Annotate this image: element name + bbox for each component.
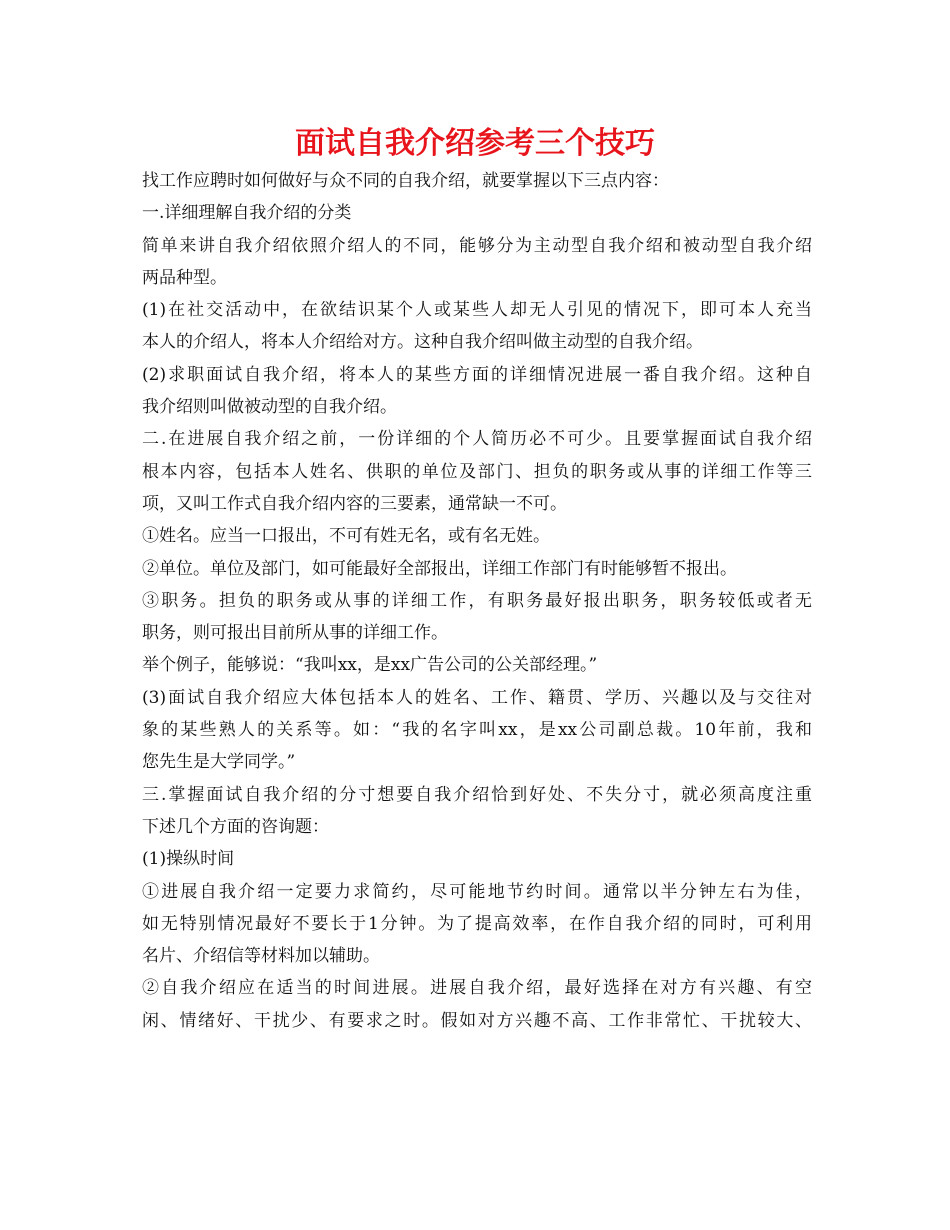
body-line: 项，又叫工作式自我介绍内容的三要素，通常缺一不可。 bbox=[142, 493, 567, 514]
list-item: ③职务。担负的职务或从事的详细工作，有职务最好报出职务，职务较低或者无 bbox=[142, 590, 812, 611]
body-line: 如无特别情况最好不要长于1分钟。为了提高效率，在作自我介绍的同时，可利用 bbox=[142, 913, 812, 934]
body-line: 根本内容，包括本人姓名、供职的单位及部门、担负的职务或从事的详细工作等三 bbox=[142, 461, 812, 482]
list-item: ①姓名。应当一口报出，不可有姓无名，或有名无姓。 bbox=[142, 526, 550, 547]
body-line: 闲、情绪好、干扰少、有要求之时。假如对方兴趣不高、工作非常忙、干扰较大、 bbox=[142, 1010, 812, 1031]
body-line: 简单来讲自我介绍依照介绍人的不同，能够分为主动型自我介绍和被动型自我介绍 bbox=[142, 235, 812, 256]
body-line: 本人的介绍人，将本人介绍给对方。这种自我介绍叫做主动型的自我介绍。 bbox=[142, 332, 703, 353]
list-item: ②自我介绍应在适当的时间进展。进展自我介绍，最好选择在对方有兴趣、有空 bbox=[142, 978, 812, 999]
body-line: 我介绍则叫做被动型的自我介绍。 bbox=[142, 397, 397, 418]
document-body bbox=[142, 165, 812, 1037]
section-heading: 二.在进展自我介绍之前，一份详细的个人简历必不可少。且要掌握面试自我介绍 bbox=[142, 429, 812, 450]
list-item: ①进展自我介绍一定要力求简约，尽可能地节约时间。通常以半分钟左右为佳， bbox=[142, 881, 812, 902]
subsection-heading: (1)操纵时间 bbox=[142, 849, 235, 870]
body-line: (3)面试自我介绍应大体包括本人的姓名、工作、籍贯、学历、兴趣以及与交往对 bbox=[142, 687, 812, 708]
body-line: (2)求职面试自我介绍，将本人的某些方面的详细情况进展一番自我介绍。这种自 bbox=[142, 364, 812, 385]
body-line: 象的某些熟人的关系等。如：“我的名字叫xx，是xx公司副总裁。10年前，我和 bbox=[142, 720, 812, 741]
list-item: ②单位。单位及部门，如可能最好全部报出，详细工作部门有时能够暂不报出。 bbox=[142, 558, 737, 579]
body-line: 名片、介绍信等材料加以辅助。 bbox=[142, 946, 380, 967]
body-line: 下述几个方面的咨询题： bbox=[142, 816, 329, 837]
body-line: 找工作应聘时如何做好与众不同的自我介绍，就要掌握以下三点内容： bbox=[142, 171, 669, 191]
body-line: 职务，则可报出目前所从事的详细工作。 bbox=[142, 623, 448, 644]
document-title: 面试自我介绍参考三个技巧 bbox=[295, 126, 655, 161]
section-heading: 三.掌握面试自我介绍的分寸想要自我介绍恰到好处、不失分寸，就必须高度注重 bbox=[142, 784, 812, 805]
body-line: 您先生是大学同学。” bbox=[142, 752, 296, 773]
body-line: (1)在社交活动中，在欲结识某个人或某些人却无人引见的情况下，即可本人充当 bbox=[142, 300, 812, 321]
body-line: 两品种型。 bbox=[142, 267, 227, 288]
body-line: 举个例子，能够说：“我叫xx，是xx广告公司的公关部经理。” bbox=[142, 655, 598, 676]
section-heading: 一.详细理解自我介绍的分类 bbox=[142, 203, 352, 224]
